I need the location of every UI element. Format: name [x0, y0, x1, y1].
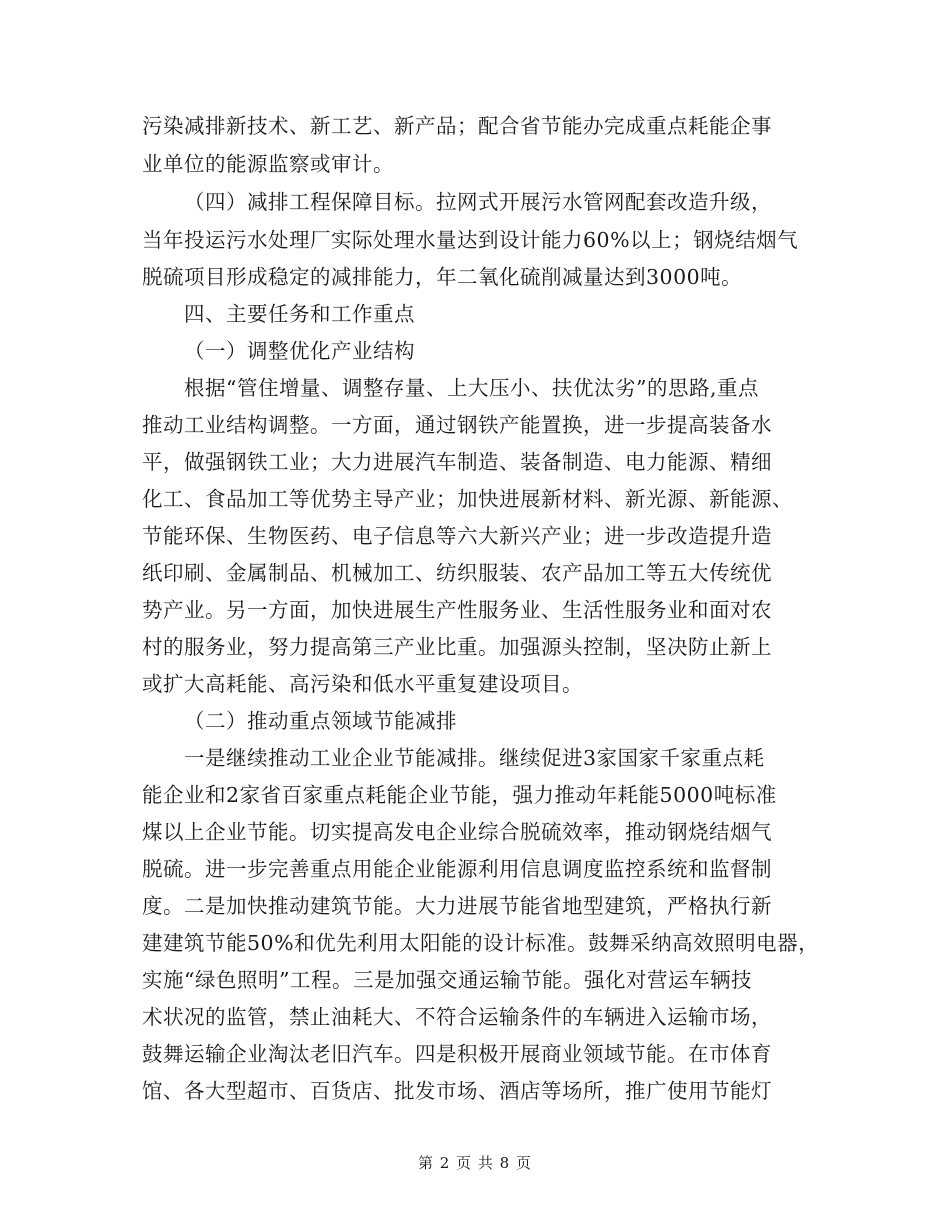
text-line-14: 势产业。另一方面，加快进展生产性服务业、生活性服务业和面对农 [142, 598, 772, 622]
page-number: 第 2 页 共 8 页 [418, 1154, 532, 1172]
text-line-4: 当年投运污水处理厂实际处理水量达到设计能力60%以上；钢烧结烟气 [142, 228, 799, 252]
text-line-10: 平，做强钢铁工业；大力进展汽车制造、装备制造、电力能源、精细 [142, 450, 772, 474]
text-line-9: 推动工业结构调整。一方面，通过钢铁产能置换，进一步提高装备水 [142, 413, 772, 437]
text-line-8: 根据“管住增量、调整存量、上大压小、扶优汰劣”的思路,重点 [184, 376, 759, 400]
text-line-11: 化工、食品加工等优势主导产业；加快进展新材料、新光源、新能源、 [142, 487, 793, 511]
text-line-27: 馆、各大型超市、百货店、批发市场、酒店等场所，推广使用节能灯 [142, 1079, 772, 1103]
text-line-20: 煤以上企业节能。切实提高发电企业综合脱硫效率，推动钢烧结烟气 [142, 820, 772, 844]
subsection-heading-1: （一）调整优化产业结构 [184, 339, 415, 363]
text-line-12: 节能环保、生物医药、电子信息等六大新兴产业；进一步改造提升造 [142, 524, 772, 548]
text-line-16: 或扩大高耗能、高污染和低水平重复建设项目。 [142, 672, 583, 696]
text-line-26: 鼓舞运输企业淘汰老旧汽车。四是积极开展商业领域节能。在市体育 [142, 1042, 772, 1066]
text-line-21: 脱硫。进一步完善重点用能企业能源利用信息调度监控系统和监督制 [142, 857, 772, 881]
text-line-2: 业单位的能源监察或审计。 [142, 152, 394, 176]
text-line-24: 实施“绿色照明”工程。三是加强交通运输节能。强化对营运车辆技 [142, 968, 752, 992]
subsection-heading-2: （二）推动重点领域节能减排 [184, 709, 457, 733]
text-line-5: 脱硫项目形成稳定的减排能力，年二氧化硫削减量达到3000吨。 [142, 265, 743, 289]
text-line-23: 建建筑节能50%和优先利用太阳能的设计标准。鼓舞采纳高效照明电器， [142, 931, 820, 955]
section-heading: 四、主要任务和工作重点 [184, 302, 415, 326]
text-line-15: 村的服务业，努力提高第三产业比重。加强源头控制，坚决防止新上 [142, 635, 772, 659]
text-line-18: 一是继续推动工业企业节能减排。继续促进3家国家千家重点耗 [184, 746, 765, 770]
text-line-25: 术状况的监管，禁止油耗大、不符合运输条件的车辆进入运输市场， [142, 1005, 772, 1029]
text-line-1: 污染减排新技术、新工艺、新产品；配合省节能办完成重点耗能企事 [142, 114, 772, 138]
text-line-22: 度。二是加快推动建筑节能。大力进展节能省地型建筑，严格执行新 [142, 894, 772, 918]
text-line-13: 纸印刷、金属制品、机械加工、纺织服装、农产品加工等五大传统优 [142, 561, 772, 585]
text-line-19: 能企业和2家省百家重点耗能企业节能，强力推动年耗能5000吨标准 [142, 783, 777, 807]
text-line-3: （四）减排工程保障目标。拉网式开展污水管网配套改造升级， [184, 190, 772, 214]
